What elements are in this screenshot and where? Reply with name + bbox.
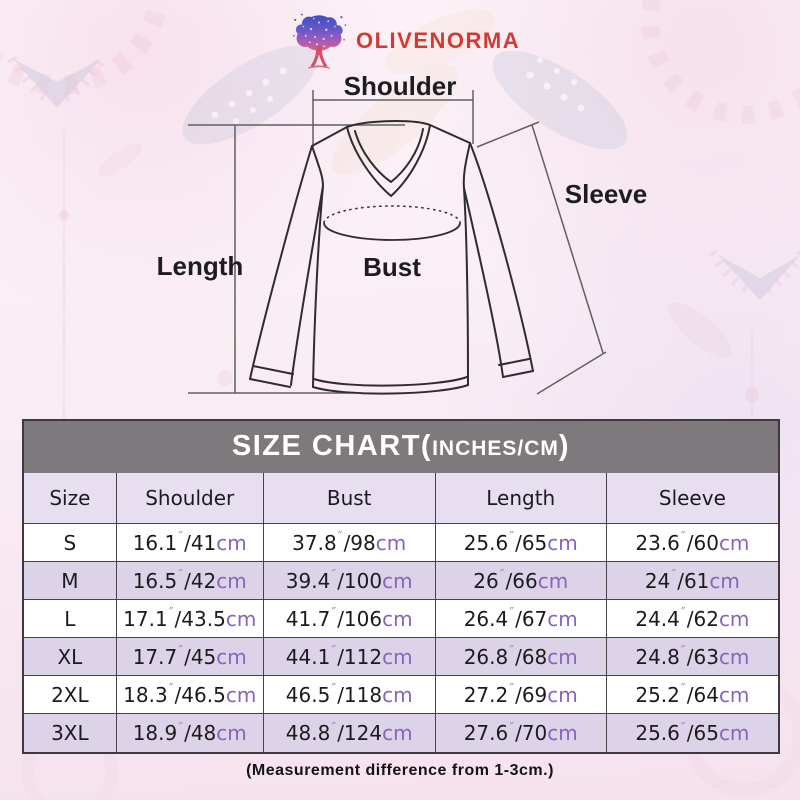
measurement-lines [188,90,606,394]
bust-label: Bust [363,252,421,282]
garment-diagram [0,70,800,420]
measurement-cell: 24.8 ″ /63 cm [635,644,750,669]
sleeve-label: Sleeve [564,179,648,209]
column-header-sleeve: Sleeve [658,486,726,510]
bust-ellipse [324,206,460,240]
column-header-length: Length [436,473,607,523]
size-table-header-row [24,473,778,524]
measurement-cell: 26 ″ /66 cm [436,562,607,599]
table-row [24,676,778,714]
measurement-cell: 26.8 ″ /68 cm [436,638,607,675]
measurement-cell: 23.6 ″ /60 cm [635,530,750,555]
measurement-cell: 41.7 ″ /106 cm [264,600,436,637]
measurement-cell: 48.8 ″ /124 cm [264,714,436,752]
tree-logo-icon [286,8,352,74]
size-cell: XL [24,638,117,675]
measurement-cell: 16.1 ″ /41 cm [117,524,264,561]
title-main: SIZE CHART( [231,430,433,462]
size-cell: S [24,524,117,561]
shoulder-label: Shoulder [343,71,457,101]
measurement-cell: 46.5 ″ /118 cm [264,676,436,713]
measurement-cell: 17.1 ″ /43.5 cm [117,600,264,637]
title-units: INCHES/CM [432,437,559,460]
measurement-cell: 25.6 ″ /65 cm [436,524,607,561]
brand-logo [286,8,520,74]
measurement-footnote: (Measurement difference from 1-3cm.) [246,762,554,779]
table-row [24,714,778,752]
size-cell: 2XL [24,676,117,713]
size-cell: M [24,562,117,599]
measurement-cell: 17.7 ″ /45 cm [117,638,264,675]
column-header-size: Size [24,473,117,523]
measurement-cell: 25.6 ″ /65 cm [635,720,750,745]
measurement-cell: 27.6 ″ /70 cm [436,714,607,752]
brand-name: OLIVENORMA [356,28,521,53]
measurement-cell: 18.3 ″ /46.5 cm [117,676,264,713]
measurement-cell: 44.1 ″ /112 cm [264,638,436,675]
title-close: ) [558,430,571,462]
size-chart-title [24,421,778,473]
size-cell: 3XL [24,714,117,752]
column-header-bust: Bust [264,473,436,523]
table-row [24,524,778,562]
table-row [24,638,778,676]
measurement-cell: 16.5 ″ /42 cm [117,562,264,599]
table-row [24,600,778,638]
size-cell: L [24,600,117,637]
column-header-shoulder: Shoulder [117,473,264,523]
measurement-cell: 24 ″ /61 cm [644,568,740,593]
measurement-cell: 25.2 ″ /64 cm [635,682,750,707]
size-table-body [24,524,778,752]
measurement-cell: 18.9 ″ /48 cm [117,714,264,752]
length-label: Length [156,251,244,281]
measurement-cell: 24.4 ″ /62 cm [635,606,750,631]
measurement-cell: 27.2 ″ /69 cm [436,676,607,713]
size-chart-table [22,419,780,754]
measurement-cell: 39.4 ″ /100 cm [264,562,436,599]
measurement-cell: 37.8 ″ /98 cm [264,524,436,561]
table-row [24,562,778,600]
measurement-cell: 26.4 ″ /67 cm [436,600,607,637]
